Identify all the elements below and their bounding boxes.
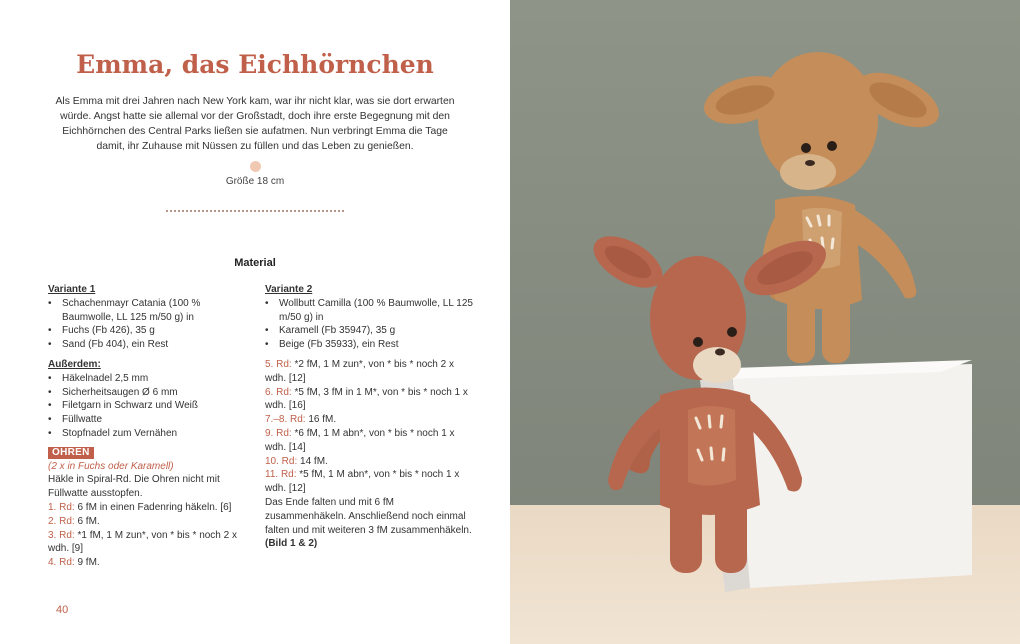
ears-section-tag: OHREN	[48, 447, 94, 459]
round-text: 6 fM.	[77, 515, 100, 527]
round-text: *5 fM, 3 fM in 1 M*, von * bis * noch 1 x wdh. [16]	[265, 386, 468, 412]
left-column	[48, 283, 253, 570]
list-item: • Füllwatte	[48, 413, 253, 427]
variant1-heading: Variante 1	[48, 284, 96, 295]
image-reference: (Bild 1 & 2)	[265, 538, 318, 550]
list-item: • Filetgarn in Schwarz und Weiß	[48, 399, 253, 413]
round-row	[265, 386, 475, 414]
list-item: • Karamell (Fb 35947), 35 g	[265, 324, 475, 338]
list-item: • Sand (Fb 404), ein Rest	[48, 338, 253, 352]
right-column	[265, 283, 475, 551]
round-row	[48, 501, 253, 515]
closing-text: Das Ende falten und mit 6 fM zusammenhäkeln. Anschließend noch einmal falten und mit weiteren 3 fM zusammenhäkeln.	[265, 496, 472, 536]
list-item: • Fuchs (Fb 426), 35 g	[48, 324, 253, 338]
round-label: 5. Rd:	[265, 358, 292, 370]
list-item: • Stopfnadel zum Vernähen	[48, 427, 253, 441]
round-label: 1. Rd:	[48, 501, 75, 513]
size-label: Größe 18 cm	[225, 176, 285, 187]
page-title: Emma, das Eichhörnchen	[76, 50, 434, 79]
material-heading: Material	[234, 257, 276, 269]
round-text: 6 fM in einen Fadenring häkeln. [6]	[77, 501, 232, 513]
round-row	[48, 556, 253, 570]
round-row	[48, 529, 253, 557]
amigurumi-photo	[510, 0, 1020, 644]
round-label: 10. Rd:	[265, 455, 298, 467]
page-number: 40	[56, 604, 69, 616]
ears-note: (2 x in Fuchs oder Karamell)	[48, 460, 174, 472]
round-row	[48, 515, 253, 529]
round-row	[265, 413, 475, 427]
round-text: 14 fM.	[300, 455, 328, 467]
variant2-heading: Variante 2	[265, 284, 313, 295]
round-row	[265, 468, 475, 496]
dotted-divider	[166, 210, 344, 212]
list-item: • Wollbutt Camilla (100 % Baumwolle, LL 125 m/50 g) in	[265, 297, 475, 325]
intro-paragraph: Als Emma mit drei Jahren nach New York kam, war ihr nicht klar, was sie dort erwarten würde. Angst hatte sie allemal vor der Großstadt, doch ihre erste Begegnung mit den Eichhörnchen des Central Parks ließen sie aufatmen. Nun verbringt Emma die Tage damit, ihr Zuhause mit Nüssen zu füllen und das Leben zu genießen.	[55, 96, 455, 152]
round-label: 6. Rd:	[265, 386, 292, 398]
round-text: 16 fM.	[308, 414, 337, 426]
list-item: • Beige (Fb 35933), ein Rest	[265, 338, 475, 352]
round-row	[265, 455, 475, 469]
round-label: 2. Rd:	[48, 515, 75, 527]
round-text: *2 fM, 1 M zun*, von * bis * noch 2 x wdh. [12]	[265, 358, 454, 384]
round-text: 9 fM.	[77, 557, 100, 569]
list-item: • Sicherheitsaugen Ø 6 mm	[48, 386, 253, 400]
round-label: 11. Rd:	[265, 469, 297, 481]
list-item: • Schachenmayr Catania (100 % Baumwolle, LL 125 m/50 g) in	[48, 297, 253, 325]
extra-heading: Außerdem:	[48, 358, 101, 370]
closing-instructions	[265, 496, 475, 551]
round-row	[265, 358, 475, 386]
ears-intro: Häkle in Spiral-Rd. Die Ohren nicht mit Füllwatte ausstopfen.	[48, 474, 220, 500]
round-label: 7.–8. Rd:	[265, 414, 306, 426]
round-text: *5 fM, 1 M abn*, von * bis * noch 1 x wdh. [12]	[265, 469, 460, 495]
round-text: *6 fM, 1 M abn*, von * bis * noch 1 x wdh. [14]	[265, 427, 455, 453]
round-label: 3. Rd:	[48, 529, 75, 541]
round-label: 9. Rd:	[265, 427, 292, 439]
round-row	[265, 427, 475, 455]
round-text: *1 fM, 1 M zun*, von * bis * noch 2 x wdh. [9]	[48, 529, 237, 555]
list-item: • Häkelnadel 2,5 mm	[48, 372, 253, 386]
size-dot-icon	[250, 161, 261, 172]
round-label: 4. Rd:	[48, 557, 75, 569]
